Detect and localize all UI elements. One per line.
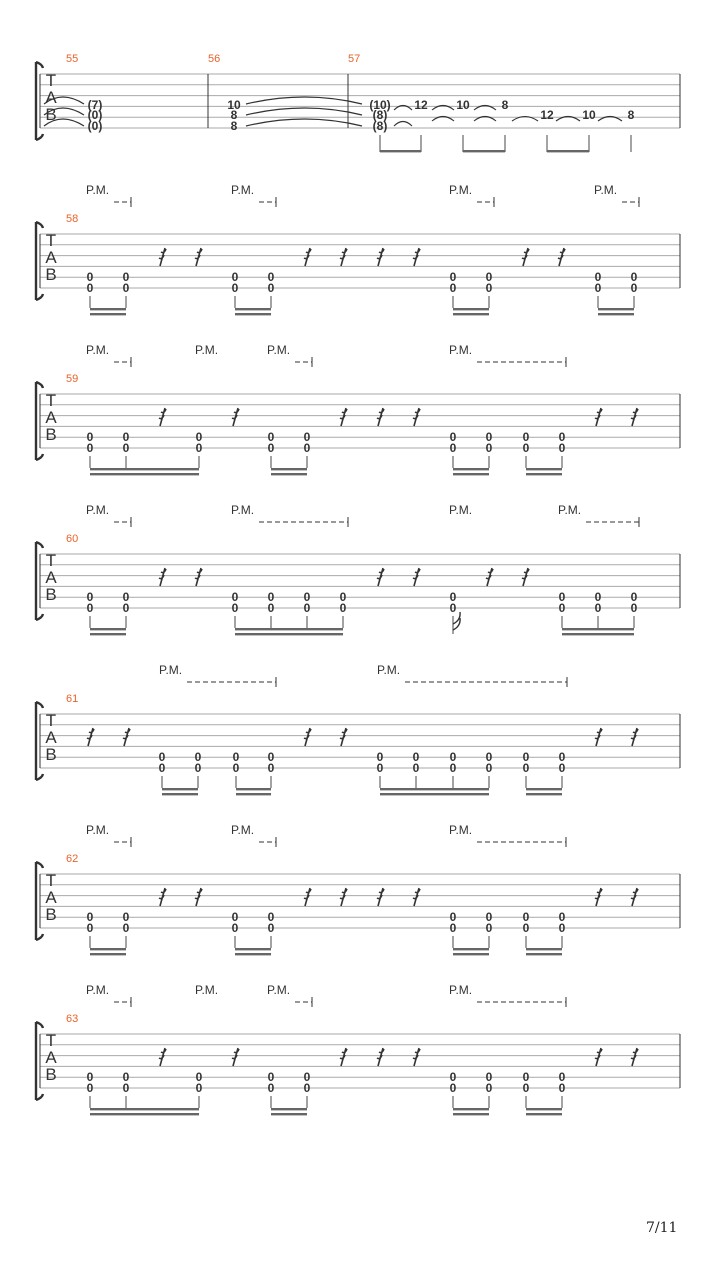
beam [90,1108,199,1110]
fret-number: 0 [594,590,602,604]
beam [453,308,489,310]
palm-mute-label: P.M. [159,663,183,677]
fret-number: 0 [122,281,130,295]
fret-number: 0 [194,761,202,775]
fret-number: 10 [227,98,241,112]
slur-arc [394,122,412,127]
beam [380,150,421,152]
palm-mute-label: P.M. [195,343,219,357]
palm-mute-label: P.M. [231,823,255,837]
fret-number: 0 [122,1070,130,1084]
sixteenth-rest [413,408,420,426]
fret-number: 0 [194,750,202,764]
palm-mute-label: P.M. [449,823,473,837]
fret-number: 0 [449,601,457,615]
fret-number: 0 [449,590,457,604]
tab-clef-letter: T [45,551,57,570]
fret-number: 0 [522,750,530,764]
sixteenth-rest [304,248,311,266]
fret-number: 0 [303,430,311,444]
fret-number: 0 [558,601,566,615]
fret-number: 0 [86,430,94,444]
fret-number: 0 [86,910,94,924]
fret-number: 10 [456,98,470,112]
sixteenth-rest [159,408,166,426]
sixteenth-rest [377,248,384,266]
beam [236,788,271,790]
palm-mute-label: P.M. [86,343,110,357]
beam [162,788,198,790]
fret-number: 0 [449,430,457,444]
beam-secondary [453,313,489,315]
fret-number: (8) [372,119,388,133]
fret-number: 0 [558,750,566,764]
fret-number: 0 [231,270,239,284]
sixteenth-rest [304,888,311,906]
beam-secondary [90,1113,199,1115]
fret-number: 0 [376,761,384,775]
sixteenth-rest [340,408,347,426]
fret-number: 0 [122,430,130,444]
sixteenth-rest [195,568,202,586]
palm-mute-label: P.M. [86,183,110,197]
beam-secondary [162,793,198,795]
fret-number: 0 [485,750,493,764]
beam-secondary [380,793,489,795]
beam [271,1108,307,1110]
tab-clef-letter: B [45,905,57,924]
beam-secondary [271,473,307,475]
beam-secondary [235,633,343,635]
fret-number: 8 [501,98,509,112]
sixteenth-rest [159,248,166,266]
sixteenth-rest [595,408,602,426]
fret-number: 0 [267,921,275,935]
fret-number: 0 [449,761,457,775]
palm-mute-label: P.M. [449,983,473,997]
beam-secondary [526,793,562,795]
fret-number: 0 [522,1081,530,1095]
fret-number: 0 [86,601,94,615]
beam [235,948,271,950]
fret-number: 0 [267,750,275,764]
fret-number: (0) [87,119,103,133]
fret-number: 0 [303,601,311,615]
fret-number: 0 [122,921,130,935]
fret-number: 0 [122,590,130,604]
beam-secondary [90,313,126,315]
sixteenth-rest [631,728,638,746]
fret-number: 0 [485,910,493,924]
fret-number: 0 [522,430,530,444]
fret-number: 0 [630,590,638,604]
palm-mute-label: P.M. [449,503,473,517]
fret-number: 0 [522,761,530,775]
fret-number: 0 [231,921,239,935]
fret-number: 0 [485,441,493,455]
palm-mute-label: P.M. [449,183,473,197]
fret-number: 0 [267,270,275,284]
fret-number: 0 [267,1070,275,1084]
measure-number: 61 [66,693,79,705]
fret-number: 0 [158,750,166,764]
tab-clef-letter: B [45,105,57,124]
sixteenth-rest [631,888,638,906]
beam-secondary [562,633,634,635]
beam-secondary [453,953,489,955]
fret-number: 0 [558,441,566,455]
palm-mute-label: P.M. [594,183,618,197]
sixteenth-rest [232,408,239,426]
tab-clef-letter: B [45,585,57,604]
beam [453,1108,489,1110]
tab-clef-letter: T [45,871,57,890]
measure-number: 59 [66,373,79,385]
fret-number: 0 [558,910,566,924]
tab-clef-letter: A [45,888,57,907]
tab-clef-letter: T [45,231,57,250]
beam-secondary [453,473,489,475]
fret-number: 0 [86,921,94,935]
sixteenth-rest [340,888,347,906]
fret-number: 0 [303,441,311,455]
fret-number: 0 [267,430,275,444]
beam [526,948,562,950]
fret-number: 0 [232,761,240,775]
page-number: 7/11 [646,1220,678,1236]
sixteenth-rest [340,728,347,746]
sixteenth-rest [159,1048,166,1066]
tab-clef-letter: A [45,728,57,747]
fret-number: 0 [558,430,566,444]
fret-number: 0 [303,1081,311,1095]
beam [526,468,562,470]
sixteenth-rest [195,888,202,906]
fret-number: 0 [485,281,493,295]
fret-number: 0 [267,441,275,455]
measure-number: 63 [66,1013,79,1025]
tab-clef-letter: T [45,391,57,410]
fret-number: 0 [522,910,530,924]
fret-number: 0 [122,910,130,924]
sixteenth-rest [377,408,384,426]
sixteenth-rest [413,568,420,586]
beam [598,308,634,310]
fret-number: 0 [412,750,420,764]
beam-secondary [598,313,634,315]
fret-number: 0 [86,441,94,455]
tab-clef-letter: A [45,1048,57,1067]
fret-number: 0 [339,590,347,604]
palm-mute-label: P.M. [86,983,110,997]
sixteenth-rest [631,1048,638,1066]
sixteenth-rest [232,1048,239,1066]
fret-number: 0 [522,441,530,455]
sixteenth-rest [377,1048,384,1066]
palm-mute-label: P.M. [449,343,473,357]
sixteenth-rest [159,888,166,906]
fret-number: 0 [594,270,602,284]
fret-number: (8) [372,108,388,122]
tab-clef-letter: B [45,745,57,764]
fret-number: 0 [267,761,275,775]
sixteenth-rest [195,248,202,266]
tie-arc [246,108,362,115]
tab-clef-letter: A [45,248,57,267]
fret-number: 0 [231,910,239,924]
fret-number: 0 [558,1070,566,1084]
sixteenth-rest [87,728,94,746]
sixteenth-rest [413,888,420,906]
fret-number: 8 [230,119,238,133]
palm-mute-label: P.M. [86,823,110,837]
sixteenth-rest [522,568,529,586]
beam [90,468,199,470]
fret-number: 0 [449,270,457,284]
fret-number: 0 [558,590,566,604]
beam-secondary [271,1113,307,1115]
tab-clef-letter: T [45,711,57,730]
tab-clef-letter: B [45,1065,57,1084]
fret-number: 0 [449,910,457,924]
fret-number: 0 [231,590,239,604]
fret-number: 0 [485,430,493,444]
fret-number: 0 [303,590,311,604]
beam-secondary [526,1113,562,1115]
sixteenth-rest [522,248,529,266]
tab-clef-letter: B [45,425,57,444]
palm-mute-label: P.M. [377,663,401,677]
fret-number: 0 [449,750,457,764]
fret-number: 8 [627,108,635,122]
beam-secondary [90,953,126,955]
fret-number: 0 [485,1070,493,1084]
sixteenth-rest [340,248,347,266]
beam [453,948,489,950]
sixteenth-rest [631,408,638,426]
measure-number: 60 [66,533,79,545]
fret-number: 0 [522,921,530,935]
fret-number: 0 [449,1081,457,1095]
beam-secondary [526,953,562,955]
fret-number: 0 [195,1070,203,1084]
palm-mute-label: P.M. [558,503,582,517]
beam [90,308,126,310]
fret-number: 0 [231,601,239,615]
palm-mute-label: P.M. [86,503,110,517]
tie-arc [246,119,362,126]
fret-number: 0 [376,750,384,764]
measure-number: 62 [66,853,79,865]
fret-number: 0 [630,281,638,295]
fret-number: 0 [522,1070,530,1084]
fret-number: 10 [582,108,596,122]
tab-clef-letter: T [45,71,57,90]
fret-number: 12 [540,108,554,122]
sixteenth-rest [123,728,130,746]
sixteenth-rest [595,888,602,906]
fret-number: 0 [122,270,130,284]
sixteenth-rest [413,1048,420,1066]
fret-number: 0 [267,1081,275,1095]
fret-number: (0) [87,108,103,122]
sixteenth-rest [486,568,493,586]
palm-mute-label: P.M. [195,983,219,997]
beam [90,948,126,950]
beam [90,628,126,630]
fret-number: 0 [485,921,493,935]
fret-number: 12 [414,98,428,112]
fret-number: 0 [449,921,457,935]
fret-number: 0 [594,281,602,295]
sixteenth-rest [595,1048,602,1066]
beam [526,788,562,790]
fret-number: (7) [87,98,103,112]
sixteenth-rest [340,1048,347,1066]
fret-number: 0 [267,590,275,604]
beam [547,150,589,152]
fret-number: 0 [232,750,240,764]
beam-secondary [453,1113,489,1115]
beam [463,150,505,152]
measure-number: 55 [66,53,79,65]
fret-number: 0 [122,1081,130,1095]
fret-number: 0 [485,761,493,775]
fret-number: 0 [86,590,94,604]
fret-number: 0 [303,1070,311,1084]
sixteenth-rest [377,888,384,906]
fret-number: 0 [449,281,457,295]
palm-mute-label: P.M. [231,183,255,197]
fret-number: 0 [86,281,94,295]
fret-number: 0 [339,601,347,615]
fret-number: 0 [267,601,275,615]
fret-number: 0 [267,910,275,924]
beam [453,468,489,470]
fret-number: 0 [86,270,94,284]
fret-number: 0 [630,601,638,615]
palm-mute-label: P.M. [231,503,255,517]
tab-clef-letter: B [45,265,57,284]
fret-number: 0 [449,1070,457,1084]
measure-number: 57 [348,53,361,65]
fret-number: 0 [231,281,239,295]
sixteenth-rest [377,568,384,586]
tie-arc [246,97,362,104]
beam [380,788,489,790]
fret-number: 8 [230,108,238,122]
tab-clef-letter: A [45,88,57,107]
beam-secondary [526,473,562,475]
fret-number: 0 [558,921,566,935]
fret-number: 0 [412,761,420,775]
beam-secondary [235,313,271,315]
beam-secondary [235,953,271,955]
beam-secondary [236,793,271,795]
measure-number: 58 [66,213,79,225]
beam [562,628,634,630]
palm-mute-label: P.M. [267,343,291,357]
sixteenth-rest [304,728,311,746]
sixteenth-rest [159,568,166,586]
tab-clef-letter: A [45,568,57,587]
fret-number: 0 [122,601,130,615]
fret-number: 0 [558,761,566,775]
beam [235,308,271,310]
tab-clef-letter: A [45,408,57,427]
fret-number: 0 [86,1070,94,1084]
beam [271,468,307,470]
beam-secondary [90,633,126,635]
beam-secondary [90,473,199,475]
fret-number: 0 [122,441,130,455]
fret-number: 0 [485,270,493,284]
fret-number: 0 [630,270,638,284]
beam [235,628,343,630]
fret-number: 0 [195,441,203,455]
fret-number: 0 [558,1081,566,1095]
sixteenth-rest [413,248,420,266]
fret-number: 0 [267,281,275,295]
palm-mute-label: P.M. [267,983,291,997]
sixteenth-rest [558,248,565,266]
fret-number: 0 [195,430,203,444]
fret-number: (10) [369,98,391,112]
fret-number: 0 [485,1081,493,1095]
fret-number: 0 [594,601,602,615]
beam [526,1108,562,1110]
measure-number: 56 [208,53,221,65]
fret-number: 0 [449,441,457,455]
tab-clef-letter: T [45,1031,57,1050]
sixteenth-rest [595,728,602,746]
fret-number: 0 [195,1081,203,1095]
fret-number: 0 [86,1081,94,1095]
fret-number: 0 [158,761,166,775]
